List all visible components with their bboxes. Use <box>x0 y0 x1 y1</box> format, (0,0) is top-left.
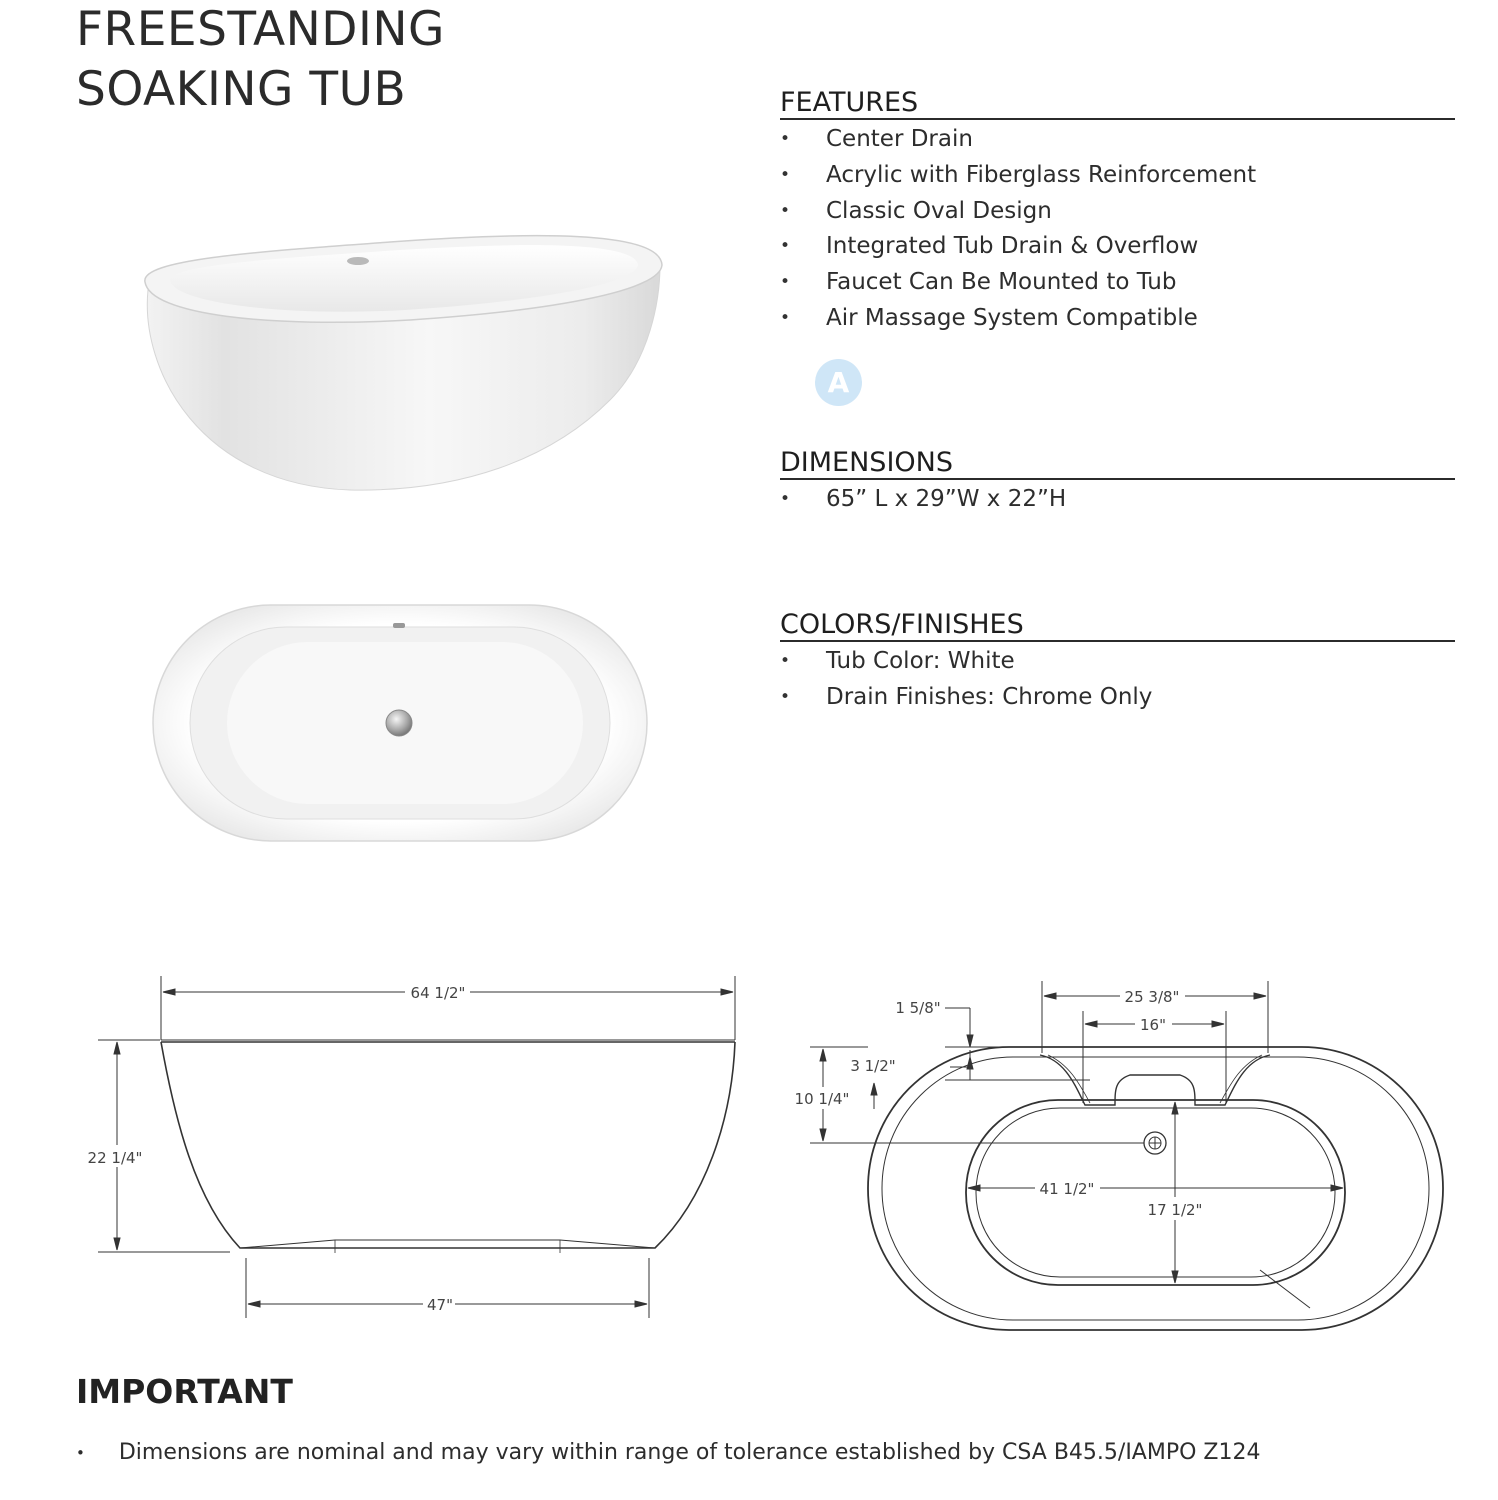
top-dim-4-label: 3 1/2" <box>850 1057 896 1075</box>
tub-top-photo <box>150 602 650 844</box>
colors-list <box>780 644 1455 716</box>
top-dim-3-label: 16" <box>1140 1016 1166 1034</box>
features-list <box>780 122 1455 337</box>
dimensions-section <box>780 448 1455 518</box>
dimension-item: • 65” L x 29”W x 22”H <box>780 482 1455 518</box>
side-base-width-label: 47" <box>427 1296 453 1314</box>
dimensions-heading: DIMENSIONS <box>780 448 1455 480</box>
features-heading: FEATURES <box>780 88 1455 120</box>
dimensions-list <box>780 482 1455 518</box>
feature-item: • Faucet Can Be Mounted to Tub <box>780 265 1455 301</box>
color-item: • Tub Color: White <box>780 644 1455 680</box>
tub-angled-photo <box>130 220 680 510</box>
top-dim-7-label: 17 1/2" <box>1147 1201 1203 1219</box>
air-massage-badge-icon: A <box>815 359 862 406</box>
top-dim-1-label: 1 5/8" <box>895 999 941 1017</box>
feature-item: • Air Massage System Compatible <box>780 301 1455 337</box>
side-top-width-label: 64 1/2" <box>410 984 466 1002</box>
feature-item: • Integrated Tub Drain & Overflow <box>780 229 1455 265</box>
side-height-label: 22 1/4" <box>87 1149 143 1167</box>
title-line-1: FREESTANDING <box>76 2 445 57</box>
colors-heading: COLORS/FINISHES <box>780 610 1455 642</box>
important-item <box>76 1440 1260 1465</box>
top-dim-2-label: 25 3/8" <box>1124 988 1180 1006</box>
feature-item: • Classic Oval Design <box>780 194 1455 230</box>
important-heading: IMPORTANT <box>76 1372 293 1411</box>
top-dim-6-label: 41 1/2" <box>1039 1180 1095 1198</box>
color-item: • Drain Finishes: Chrome Only <box>780 680 1455 716</box>
important-item-text: Dimensions are nominal and may vary within range of tolerance established by CSA B45.5/IAMPO Z124 <box>118 1440 1261 1465</box>
top-view-drawing <box>790 975 1460 1345</box>
feature-item: • Center Drain <box>780 122 1455 158</box>
side-view-drawing <box>80 970 760 1340</box>
feature-item: • Acrylic with Fiberglass Reinforcement <box>780 158 1455 194</box>
top-dim-5-label: 10 1/4" <box>794 1090 850 1108</box>
colors-section <box>780 610 1455 716</box>
page-title <box>76 0 445 120</box>
title-line-2: SOAKING TUB <box>76 62 407 117</box>
features-section <box>780 88 1455 337</box>
bullet-icon: • <box>76 1444 85 1462</box>
